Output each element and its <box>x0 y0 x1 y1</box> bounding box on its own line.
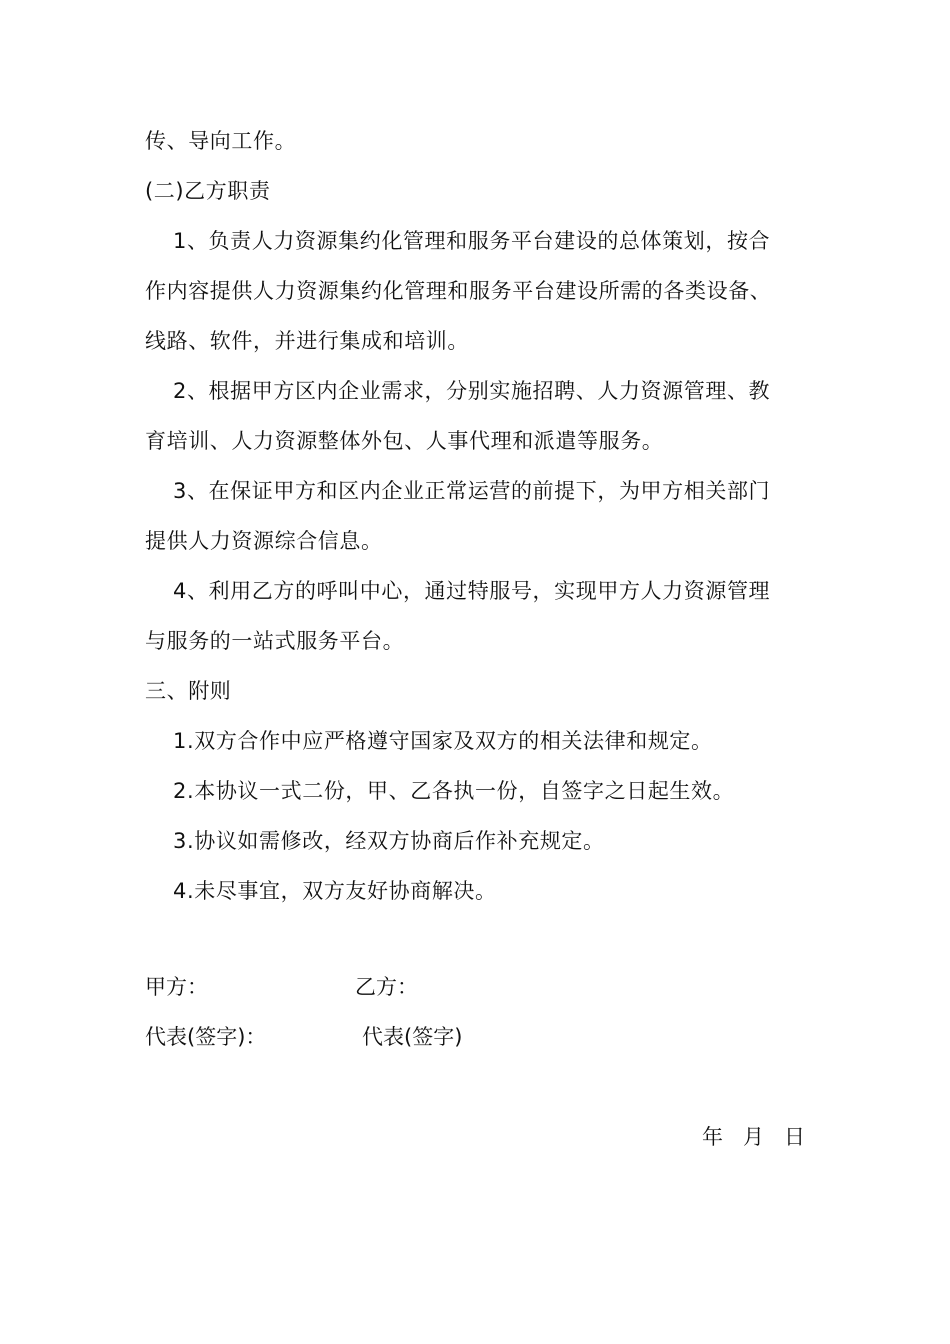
section-heading: (二)乙方职责 <box>145 179 271 203</box>
section-heading: 三、附则 <box>145 679 232 703</box>
representative-a-label: 代表(签字)： <box>145 1025 267 1049</box>
text-line: 2.本协议一式二份，甲、乙各执一份，自签字之日起生效。 <box>173 779 735 803</box>
text-line: 与服务的一站式服务平台。 <box>145 629 405 653</box>
text-line: 1.双方合作中应严格遵守国家及双方的相关法律和规定。 <box>173 729 713 753</box>
text-line: 1、负责人力资源集约化管理和服务平台建设的总体策划，按合 <box>173 229 771 253</box>
document-body <box>145 116 810 916</box>
text-line: 4、利用乙方的呼叫中心，通过特服号，实现甲方人力资源管理 <box>173 579 771 603</box>
text-line: 2、根据甲方区内企业需求，分别实施招聘、人力资源管理、教 <box>173 379 771 403</box>
text-line: 3.协议如需修改，经双方协商后作补充规定。 <box>173 829 605 853</box>
text-line: 育培训、人力资源整体外包、人事代理和派遣等服务。 <box>145 429 664 453</box>
text-line: 提供人力资源综合信息。 <box>145 529 383 553</box>
party-a-label: 甲方： <box>145 975 208 999</box>
text-line: 3、在保证甲方和区内企业正常运营的前提下，为甲方相关部门 <box>173 479 771 503</box>
representative-b-label: 代表(签字) <box>362 1025 463 1049</box>
text-line: 传、导向工作。 <box>145 129 297 153</box>
text-line: 作内容提供人力资源集约化管理和服务平台建设所需的各类设备、 <box>145 279 772 303</box>
text-line: 线路、软件，并进行集成和培训。 <box>145 329 469 353</box>
party-b-label: 乙方： <box>355 975 418 999</box>
date-label: 年 月 日 <box>701 1125 805 1149</box>
text-line: 4.未尽事宜，双方友好协商解决。 <box>173 879 497 903</box>
